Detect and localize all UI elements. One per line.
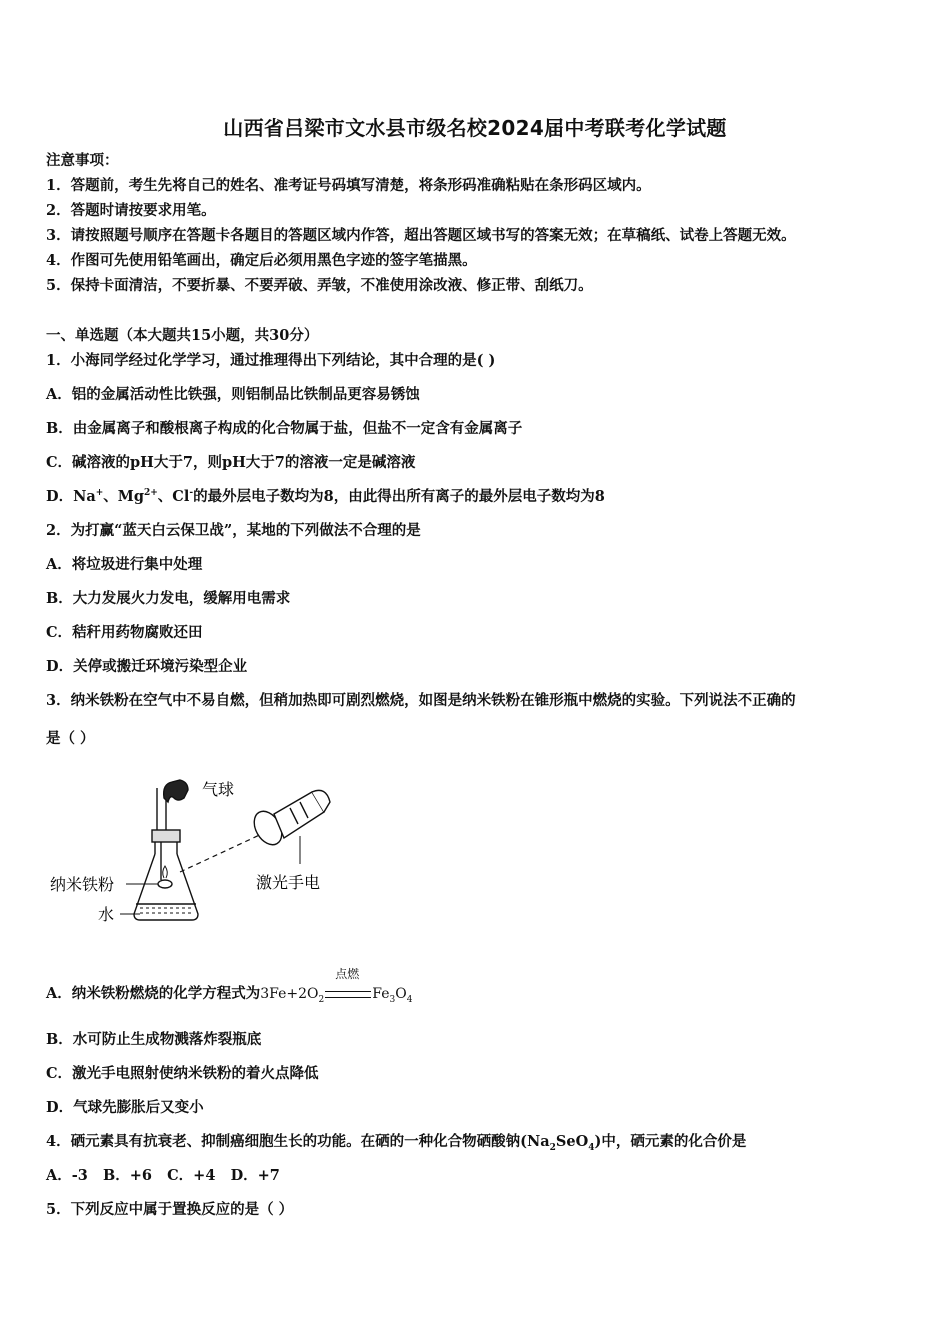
question-1-option-d: D．Na+、$Mg^{2+}$、Cl-的最外层电子数均为8，由此得出所有离子的最外层电子数均为8 (46, 488, 605, 505)
notice-item: 5．保持卡面清洁，不要折暴、不要弄破、弄皱，不准使用涂改液、修正带、刮纸刀。 (46, 277, 593, 294)
question-3-option-b: B．水可防止生成物溅落炸裂瓶底 (46, 1031, 262, 1048)
question-3-stem-cont: 是（ ） (46, 730, 95, 747)
question-1-option-b: B．由金属离子和酸根离子构成的化合物属于盐，但盐不一定含有金属离子 (46, 420, 523, 437)
label-balloon: 气球 (202, 780, 235, 799)
question-4-options: A．-3 B．+6 C．+4 D．+7 (46, 1167, 280, 1184)
question-3-option-c: C．激光手电照射使纳米铁粉的着火点降低 (46, 1065, 319, 1082)
section-heading: 一、单选题（本大题共15小题，共30分） (46, 327, 319, 344)
question-4-stem: 4．硒元素具有抗衰老、抑制癌细胞生长的功能。在硒的一种化合物硒酸钠$(Na_2SeO_4)$中，硒元素的化合价是 (46, 1133, 747, 1153)
question-2-option-c: C．秸秆用药物腐败还田 (46, 624, 203, 641)
page-title: 山西省吕梁市文水县市级名校2024届中考联考化学试题 (223, 116, 727, 140)
notice-heading: 注意事项： (46, 152, 119, 169)
notice-item: 4．作图可先使用铅笔画出，确定后必须用黑色字迹的签字笔描黑。 (46, 252, 477, 269)
question-3-stem: 3．纳米铁粉在空气中不易自燃，但稍加热即可剧烈燃烧，如图是纳米铁粉在锥形瓶中燃烧的实验。下列说法不正确的 (46, 692, 796, 709)
question-1-stem: 1．小海同学经过化学学习，通过推理得出下列结论，其中合理的是( ) (46, 352, 496, 369)
laser-beam (180, 832, 266, 872)
notice-item: 1．答题前，考生先将自己的姓名、准考证号码填写清楚，将条形码准确粘贴在条形码区域内。 (46, 177, 651, 194)
notice-item: 2．答题时请按要求用笔。 (46, 202, 216, 219)
question-2-stem: 2．为打赢“蓝天白云保卫战”，某地的下列做法不合理的是 (46, 522, 421, 539)
balloon-tube (157, 780, 188, 832)
question-2-option-d: D．关停或搬迁环境污染型企业 (46, 658, 248, 675)
notice-item: 3．请按照题号顺序在答题卡各题目的答题区域内作答，超出答题区域书写的答案无效；在草稿纸、试卷上答题无效。 (46, 227, 796, 244)
question-3-option-a: A．纳米铁粉燃烧的化学方程式为$3Fe+2O_2$ 点燃 $Fe_3O_4$ (46, 984, 412, 1004)
experiment-figure (44, 768, 344, 938)
question-1-option-a: A．铝的金属活动性比铁强，则铝制品比铁制品更容易锈蚀 (46, 386, 420, 403)
equals-sign (325, 991, 371, 998)
reaction-condition: 点燃 (335, 967, 360, 981)
chemical-equation: $3Fe+2O_2$ 点燃 $Fe_3O_4$ (260, 984, 412, 1004)
label-nano-iron-powder: 纳米铁粉 (50, 875, 115, 894)
question-2-option-b: B．大力发展火力发电，缓解用电需求 (46, 590, 291, 607)
laser-flashlight (249, 790, 330, 849)
question-5-stem: 5．下列反应中属于置换反应的是（ ） (46, 1201, 294, 1218)
question-3-option-d: D．气球先膨胀后又变小 (46, 1099, 204, 1116)
label-laser-flashlight: 激光手电 (256, 873, 321, 892)
question-2-option-a: A．将垃圾进行集中处理 (46, 556, 203, 573)
erlenmeyer-flask (134, 830, 198, 920)
label-water: 水 (98, 905, 115, 924)
question-1-option-c: C．碱溶液的pH大于7，则pH大于7的溶液一定是碱溶液 (46, 454, 416, 471)
